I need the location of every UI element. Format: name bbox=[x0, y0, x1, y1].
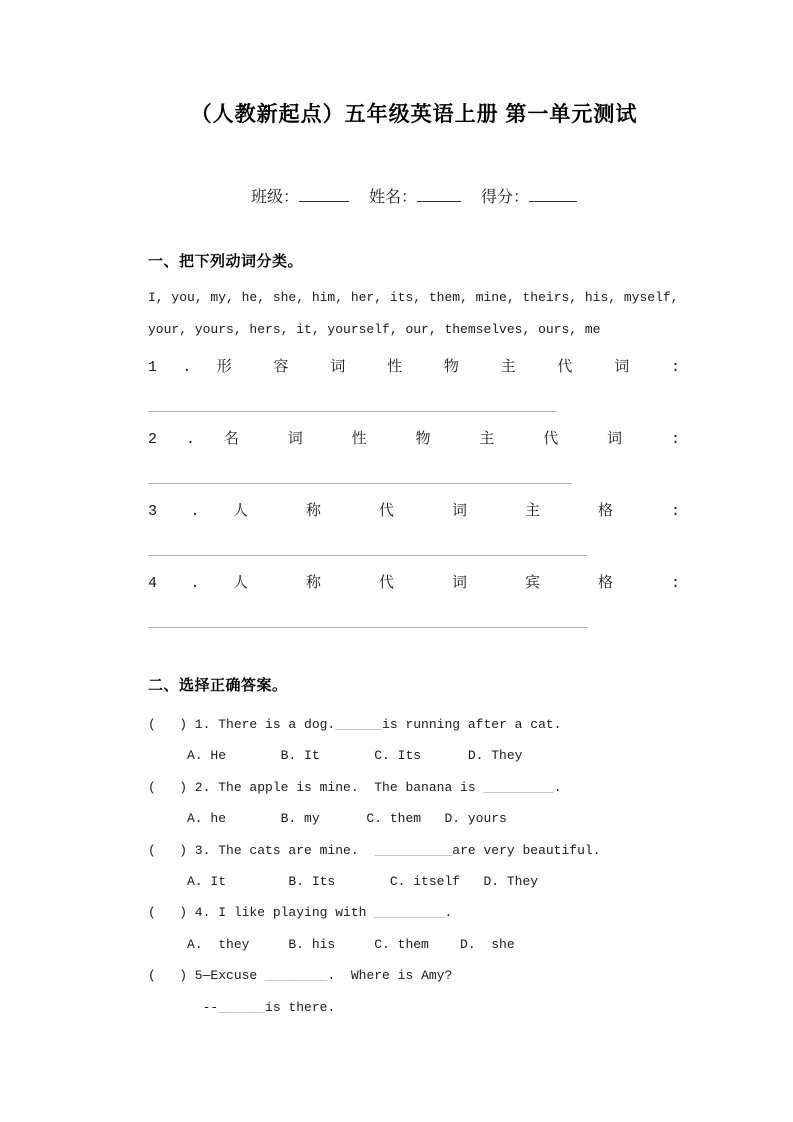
answer-blank: _________ bbox=[374, 905, 445, 921]
question-3-stem bbox=[148, 835, 680, 866]
stem-text: . Where is Amy? bbox=[327, 968, 453, 984]
category-line-4: 4 . 人 称 代 词 宾 格 : bbox=[148, 575, 680, 592]
stem-text: is there. bbox=[265, 999, 336, 1015]
stem-text: ( ) 1. There is a dog. bbox=[148, 717, 336, 732]
stem-text: . bbox=[553, 779, 562, 795]
answer-line bbox=[148, 627, 588, 628]
stem-text: are very beautiful. bbox=[452, 842, 601, 858]
question-list bbox=[148, 709, 680, 1023]
question-4-options: A. they B. his C. them D. she bbox=[148, 936, 515, 952]
answer-blank: ________ bbox=[265, 968, 328, 984]
section-one-heading: 一、把下列动词分类。 bbox=[148, 253, 304, 270]
question-2-stem bbox=[148, 772, 680, 803]
answer-blank: __________ bbox=[374, 842, 453, 858]
category-line-2: 2 . 名 词 性 物 主 代 词 : bbox=[148, 431, 680, 448]
name-label: 姓名： bbox=[368, 189, 417, 206]
answer-blank: ______ bbox=[218, 999, 266, 1015]
student-info-line bbox=[148, 186, 680, 209]
page-title: （人教新起点）五年级英语上册 第一单元测试 bbox=[190, 103, 638, 126]
class-label: 班级： bbox=[250, 189, 299, 206]
category-line-1: 1 . 形 容 词 性 物 主 代 词 : bbox=[148, 359, 680, 376]
stem-text: . bbox=[444, 905, 453, 921]
answer-blank: _________ bbox=[483, 779, 554, 795]
page-content bbox=[148, 0, 680, 1023]
answer-line bbox=[148, 555, 587, 556]
question-3-options: A. It B. Its C. itself D. They bbox=[148, 874, 539, 890]
question-5-stem bbox=[148, 960, 680, 991]
stem-text: is running after a cat. bbox=[382, 717, 562, 732]
stem-text: ( ) 2. The apple is mine. The banana is bbox=[148, 779, 484, 795]
answer-line bbox=[148, 411, 557, 412]
question-5-answer-line bbox=[148, 992, 680, 1023]
answer-blank: ______ bbox=[335, 717, 383, 732]
question-4-stem bbox=[148, 897, 680, 928]
score-label: 得分： bbox=[481, 189, 530, 206]
stem-text: ( ) 4. I like playing with bbox=[148, 905, 375, 921]
question-1-stem bbox=[148, 709, 680, 740]
answer-line bbox=[148, 483, 572, 484]
stem-text: ( ) 3. The cats are mine. bbox=[148, 842, 375, 858]
word-list-line-2: your, yours, hers, it, yourself, our, themselves, ours, me bbox=[148, 322, 601, 337]
stem-text: ( ) 5—Excuse bbox=[148, 968, 266, 984]
question-2-options: A. he B. my C. them D. yours bbox=[148, 811, 507, 827]
score-blank-field bbox=[529, 186, 577, 202]
category-line-3: 3 . 人 称 代 词 主 格 : bbox=[148, 503, 680, 520]
question-1-options: A. He B. It C. Its D. They bbox=[148, 748, 523, 764]
stem-text: -- bbox=[148, 999, 219, 1015]
class-blank-field bbox=[299, 186, 349, 202]
word-list-line-1: I, you, my, he, she, him, her, its, them, mine, theirs, his, myself, bbox=[148, 290, 679, 305]
section-two-heading: 二、选择正确答案。 bbox=[148, 677, 288, 694]
name-blank-field bbox=[417, 186, 461, 202]
